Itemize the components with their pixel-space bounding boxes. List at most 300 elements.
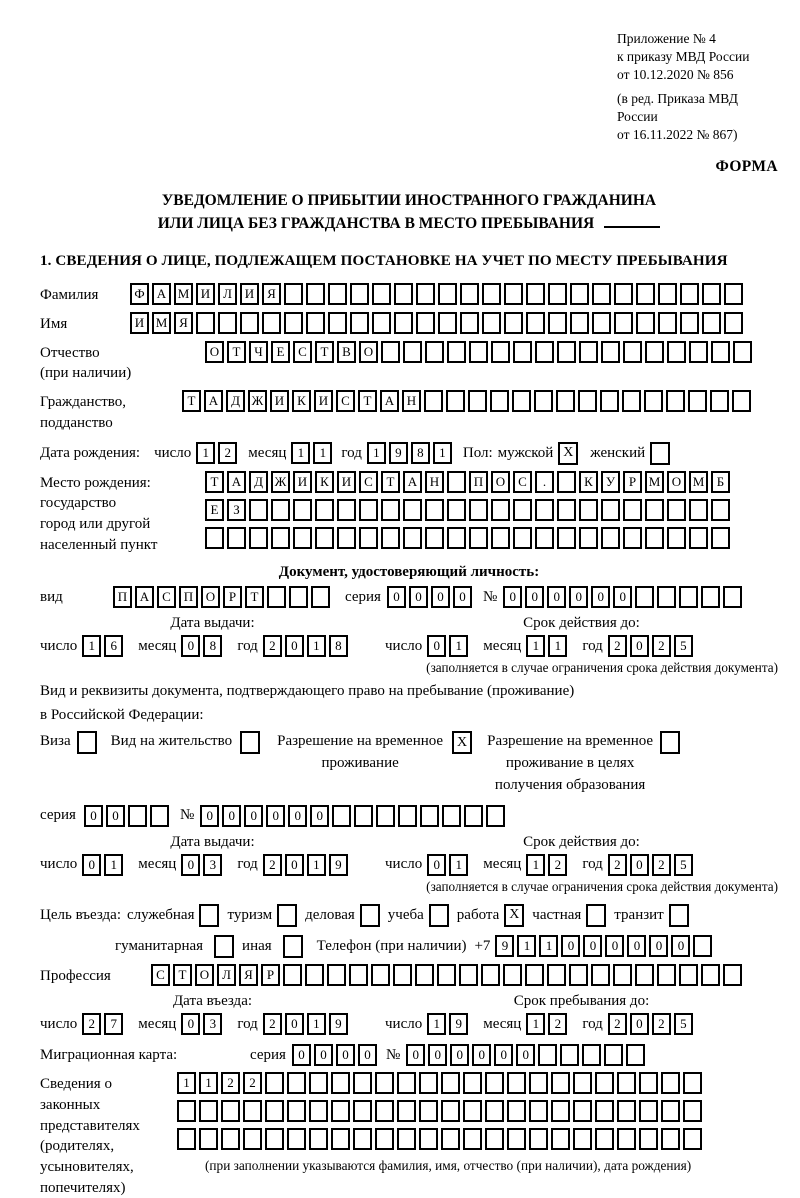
- surname-row: [40, 283, 778, 306]
- form-cell: [579, 527, 598, 549]
- form-cell: И: [130, 312, 149, 334]
- purpose-other-label: иная: [242, 937, 272, 954]
- residence-serial-row: [40, 805, 778, 827]
- form-cell: [372, 283, 391, 305]
- form-cell: О: [359, 341, 378, 363]
- form-cell: [529, 1072, 548, 1094]
- purpose-private-label: частная: [532, 906, 582, 923]
- purpose-study-checkbox: [429, 904, 449, 927]
- entry-purpose-row: [40, 904, 778, 927]
- form-cell: [469, 499, 488, 521]
- form-cell: [438, 283, 457, 305]
- form-cell: [265, 1128, 284, 1150]
- form-cell: [503, 964, 522, 986]
- form-cell: [243, 1128, 262, 1150]
- form-cell: [350, 312, 369, 334]
- blank-underline: [604, 215, 660, 228]
- doc-valid-header: Срок действия до:: [523, 615, 640, 632]
- form-cell: М: [645, 471, 664, 493]
- appendix-line: Приложение № 4: [617, 31, 716, 46]
- name-cells: [130, 312, 746, 334]
- form-cell: Р: [223, 586, 242, 608]
- form-cell: [376, 805, 395, 827]
- birth-date-label: Дата рождения:: [40, 444, 141, 461]
- form-cell: [639, 1072, 658, 1094]
- residence-permit-label: Вид на жительство: [110, 733, 233, 750]
- form-cell: 0: [649, 935, 668, 957]
- form-cell: [403, 499, 422, 521]
- form-cell: .: [535, 471, 554, 493]
- form-cell: 9: [329, 854, 348, 876]
- form-cell: 1: [449, 854, 468, 876]
- seria-word: серия: [40, 807, 76, 823]
- form-cell: 3: [203, 854, 222, 876]
- form-cell: 0: [244, 805, 263, 827]
- form-cell: [394, 312, 413, 334]
- form-cell: Р: [261, 964, 280, 986]
- form-cell: 0: [630, 635, 649, 657]
- form-cell: [491, 341, 510, 363]
- form-cell: 1: [449, 635, 468, 657]
- form-cell: [614, 283, 633, 305]
- form-cell: [486, 805, 505, 827]
- form-cell: [535, 499, 554, 521]
- birth-month-cells: [291, 442, 335, 464]
- form-cell: [284, 283, 303, 305]
- form-cell: [702, 283, 721, 305]
- form-cell: 8: [329, 635, 348, 657]
- form-cell: [354, 805, 373, 827]
- form-cell: 0: [494, 1044, 513, 1066]
- form-cell: 0: [453, 586, 472, 608]
- form-cell: 1: [177, 1072, 196, 1094]
- form-cell: 0: [503, 586, 522, 608]
- residence-valid-year: [608, 854, 696, 876]
- form-cell: С: [293, 341, 312, 363]
- form-cell: [485, 1072, 504, 1094]
- section1-heading: 1. СВЕДЕНИЯ О ЛИЦЕ, ПОДЛЕЖАЩЕМ ПОСТАНОВКЕ НА УЧЕТ ПО МЕСТУ ПРЕБЫВАНИЯ: [40, 253, 728, 270]
- entry-date-header: Дата въезда:: [172, 993, 253, 1010]
- form-cell: 0: [285, 1013, 304, 1035]
- form-cell: [688, 390, 707, 412]
- form-cell: [375, 1072, 394, 1094]
- form-cell: [464, 805, 483, 827]
- form-cell: [331, 1128, 350, 1150]
- form-cell: [265, 1072, 284, 1094]
- birth-place-line3: [205, 527, 733, 549]
- form-cell: 1: [367, 442, 386, 464]
- form-cell: [667, 527, 686, 549]
- form-cell: [645, 499, 664, 521]
- doc-valid-year: [608, 635, 696, 657]
- form-cell: [570, 283, 589, 305]
- form-cell: 0: [627, 935, 646, 957]
- representatives-line2: [177, 1100, 705, 1122]
- form-cell: [415, 964, 434, 986]
- seria-word: серия: [250, 1046, 286, 1063]
- form-cell: [331, 1100, 350, 1122]
- form-cell: [657, 586, 676, 608]
- form-cell: [592, 283, 611, 305]
- form-cell: [573, 1072, 592, 1094]
- purpose-work-label: работа: [456, 906, 500, 923]
- form-cell: [601, 341, 620, 363]
- form-cell: [617, 1100, 636, 1122]
- form-cell: [617, 1128, 636, 1150]
- form-cell: 0: [310, 805, 329, 827]
- form-cell: [442, 805, 461, 827]
- form-cell: [733, 341, 752, 363]
- sex-label: Пол:: [462, 444, 493, 461]
- form-cell: [491, 527, 510, 549]
- form-cell: 3: [203, 1013, 222, 1035]
- form-cell: [381, 341, 400, 363]
- form-cell: А: [135, 586, 154, 608]
- form-cell: 1: [539, 935, 558, 957]
- stay-until-header: Срок пребывания до:: [513, 993, 650, 1010]
- form-cell: А: [152, 283, 171, 305]
- form-cell: [702, 312, 721, 334]
- form-title: [40, 189, 778, 236]
- form-cell: [667, 341, 686, 363]
- sex-female-checkbox: [650, 442, 670, 465]
- residence-doc-line1: Вид и реквизиты документа, подтверждающего право на пребывание (проживание): [40, 683, 575, 700]
- form-cell: [240, 312, 259, 334]
- profession-row: [40, 964, 778, 987]
- form-cell: [309, 1100, 328, 1122]
- migration-number-cells: [406, 1044, 648, 1066]
- form-cell: Т: [173, 964, 192, 986]
- temp-residence-education-checkbox: [660, 731, 680, 754]
- form-cell: 1: [517, 935, 536, 957]
- form-cell: [441, 1100, 460, 1122]
- form-cell: [218, 312, 237, 334]
- representatives-line1: [177, 1072, 705, 1094]
- stay-until-date: число 1 9 месяц 1 2 год 2 0 2 5: [385, 1013, 778, 1035]
- form-cell: 2: [608, 635, 627, 657]
- form-cell: [689, 341, 708, 363]
- form-cell: И: [270, 390, 289, 412]
- form-cell: [371, 964, 390, 986]
- form-cell: [262, 312, 281, 334]
- form-cell: [283, 964, 302, 986]
- form-cell: 0: [181, 1013, 200, 1035]
- form-cell: Т: [245, 586, 264, 608]
- purpose-work-checkbox: X: [504, 904, 524, 927]
- form-cell: 2: [263, 854, 282, 876]
- citizenship-label: Гражданство, подданство: [40, 394, 127, 431]
- form-cell: К: [292, 390, 311, 412]
- form-cell: 8: [203, 635, 222, 657]
- form-cell: [680, 312, 699, 334]
- form-cell: [711, 341, 730, 363]
- purpose-official-checkbox: [199, 904, 219, 927]
- form-cell: [683, 1072, 702, 1094]
- form-cell: [623, 499, 642, 521]
- form-cell: [513, 527, 532, 549]
- form-cell: [309, 1072, 328, 1094]
- doc-validity-note: (заполняется в случае ограничения срока действия документа): [426, 660, 778, 676]
- form-cell: [293, 499, 312, 521]
- entry-purpose-row2: [40, 935, 778, 958]
- sex-male-label: мужской: [497, 444, 554, 461]
- form-cell: [485, 1100, 504, 1122]
- identity-document-row: [40, 586, 778, 608]
- form-cell: [199, 1100, 218, 1122]
- form-cell: [551, 1072, 570, 1094]
- residence-valid-header: Срок действия до:: [523, 833, 640, 850]
- form-cell: [372, 312, 391, 334]
- sex-female-label: женский: [590, 444, 646, 461]
- form-cell: [482, 283, 501, 305]
- form-cell: [438, 312, 457, 334]
- form-cell: [679, 586, 698, 608]
- patronymic-row: [40, 341, 778, 384]
- form-cell: [397, 1100, 416, 1122]
- seria-word: серия: [345, 588, 381, 605]
- form-cell: [394, 283, 413, 305]
- residence-number-cells: [200, 805, 508, 827]
- citizenship-cells: [182, 390, 754, 412]
- form-cell: [578, 390, 597, 412]
- form-cell: [446, 390, 465, 412]
- sex-male-checkbox: X: [558, 442, 578, 465]
- form-cell: [710, 390, 729, 412]
- form-cell: [661, 1100, 680, 1122]
- patronymic-cells: [205, 341, 755, 363]
- form-cell: 0: [285, 635, 304, 657]
- entry-month: [181, 1013, 225, 1035]
- form-cell: 0: [181, 854, 200, 876]
- number-word: №: [385, 1046, 401, 1063]
- form-cell: [381, 499, 400, 521]
- form-cell: 0: [431, 586, 450, 608]
- phone-cells: [495, 935, 715, 957]
- residence-doc-line2: в Российской Федерации:: [40, 707, 204, 724]
- form-cell: [177, 1128, 196, 1150]
- form-cell: 9: [329, 1013, 348, 1035]
- form-cell: [328, 312, 347, 334]
- form-cell: [205, 527, 224, 549]
- birth-year-cells: [367, 442, 455, 464]
- form-cell: 0: [409, 586, 428, 608]
- doc-valid-day: [427, 635, 471, 657]
- form-cell: 1: [427, 1013, 446, 1035]
- form-cell: [327, 964, 346, 986]
- form-cell: [504, 283, 523, 305]
- form-cell: [644, 390, 663, 412]
- form-cell: М: [152, 312, 171, 334]
- identity-document-heading: Документ, удостоверяющий личность:: [278, 564, 540, 581]
- form-cell: [419, 1100, 438, 1122]
- form-cell: И: [196, 283, 215, 305]
- form-cell: [353, 1128, 372, 1150]
- form-cell: [579, 341, 598, 363]
- form-cell: [337, 527, 356, 549]
- form-cell: Я: [174, 312, 193, 334]
- form-cell: 2: [548, 1013, 567, 1035]
- appendix-reference: [617, 30, 778, 144]
- entry-day: [82, 1013, 126, 1035]
- form-cell: [512, 390, 531, 412]
- form-cell: [306, 312, 325, 334]
- citizenship-row: [40, 390, 778, 433]
- form-cell: Ж: [271, 471, 290, 493]
- form-cell: 0: [427, 854, 446, 876]
- form-cell: 5: [674, 1013, 693, 1035]
- form-cell: [679, 964, 698, 986]
- form-cell: И: [314, 390, 333, 412]
- form-cell: 0: [516, 1044, 535, 1066]
- form-cell: И: [240, 283, 259, 305]
- form-cell: 1: [82, 635, 101, 657]
- residence-valid-month: [526, 854, 570, 876]
- form-cell: [271, 527, 290, 549]
- form-cell: 0: [292, 1044, 311, 1066]
- form-cell: К: [579, 471, 598, 493]
- form-cell: 0: [630, 1013, 649, 1035]
- birth-day-cells: [196, 442, 240, 464]
- form-cell: [243, 1100, 262, 1122]
- residence-dates-block: [40, 834, 778, 876]
- form-cell: 1: [196, 442, 215, 464]
- form-cell: Т: [227, 341, 246, 363]
- form-cell: [403, 341, 422, 363]
- form-cell: [683, 1100, 702, 1122]
- form-cell: [595, 1072, 614, 1094]
- form-cell: [507, 1128, 526, 1150]
- form-cell: [570, 312, 589, 334]
- form-cell: [393, 964, 412, 986]
- year-word: год: [341, 444, 362, 461]
- visa-label: Виза: [40, 733, 71, 750]
- form-cell: [535, 341, 554, 363]
- form-cell: Н: [425, 471, 444, 493]
- purpose-official-label: служебная: [126, 906, 195, 923]
- form-cell: [221, 1128, 240, 1150]
- form-cell: [529, 1128, 548, 1150]
- form-cell: 0: [358, 1044, 377, 1066]
- form-cell: [551, 1128, 570, 1150]
- form-cell: Е: [271, 341, 290, 363]
- form-cell: [425, 527, 444, 549]
- form-cell: [639, 1128, 658, 1150]
- form-cell: [460, 312, 479, 334]
- day-word: число: [154, 444, 192, 461]
- doc-issue-year: [263, 635, 351, 657]
- form-cell: [375, 1128, 394, 1150]
- name-row: [40, 312, 778, 335]
- form-cell: [683, 1128, 702, 1150]
- form-cell: [711, 499, 730, 521]
- form-cell: 2: [608, 1013, 627, 1035]
- form-cell: 5: [674, 635, 693, 657]
- form-cell: [309, 1128, 328, 1150]
- form-cell: [573, 1128, 592, 1150]
- form-cell: 5: [674, 854, 693, 876]
- form-cell: [526, 283, 545, 305]
- birth-place-row: [40, 471, 778, 556]
- phone-label: Телефон (при наличии): [316, 937, 467, 954]
- form-cell: [381, 527, 400, 549]
- form-cell: [666, 390, 685, 412]
- purpose-tourism-label: туризм: [227, 906, 273, 923]
- form-cell: 1: [104, 854, 123, 876]
- form-cell: [287, 1100, 306, 1122]
- purpose-humanitarian-label: гуманитарная: [115, 937, 204, 954]
- form-cell: [315, 527, 334, 549]
- form-cell: О: [195, 964, 214, 986]
- form-cell: [701, 964, 720, 986]
- profession-cells: [151, 964, 745, 986]
- amendment-line: (в ред. Приказа МВД России: [617, 91, 738, 125]
- form-cell: 0: [613, 586, 632, 608]
- form-cell: [645, 527, 664, 549]
- form-cell: 0: [428, 1044, 447, 1066]
- form-cell: [469, 341, 488, 363]
- form-cell: [604, 1044, 623, 1066]
- form-cell: [601, 499, 620, 521]
- birth-date-row: [40, 442, 778, 465]
- form-cell: [287, 1128, 306, 1150]
- form-cell: [249, 527, 268, 549]
- month-word: месяц: [248, 444, 287, 461]
- form-cell: 0: [525, 586, 544, 608]
- form-cell: 2: [243, 1072, 262, 1094]
- form-cell: [661, 1072, 680, 1094]
- form-cell: [732, 390, 751, 412]
- doc-issue-date: число 1 6 месяц 0 8 год 2 0 1 8: [40, 635, 385, 657]
- visa-checkbox: [77, 731, 97, 754]
- form-cell: 0: [222, 805, 241, 827]
- form-cell: А: [403, 471, 422, 493]
- form-cell: И: [337, 471, 356, 493]
- doc-kind-cells: [113, 586, 333, 608]
- form-cell: 0: [266, 805, 285, 827]
- migration-seria-cells: [292, 1044, 380, 1066]
- purpose-transit-checkbox: [669, 904, 689, 927]
- form-cell: У: [601, 471, 620, 493]
- form-cell: 0: [591, 586, 610, 608]
- purpose-transit-label: транзит: [614, 906, 664, 923]
- form-cell: [459, 964, 478, 986]
- form-cell: 1: [307, 635, 326, 657]
- form-cell: [623, 341, 642, 363]
- form-cell: [306, 283, 325, 305]
- form-cell: 1: [313, 442, 332, 464]
- purpose-business-label: деловая: [305, 906, 355, 923]
- form-cell: С: [157, 586, 176, 608]
- form-cell: 0: [427, 635, 446, 657]
- form-cell: [249, 499, 268, 521]
- form-cell: 0: [285, 854, 304, 876]
- form-cell: [460, 283, 479, 305]
- form-cell: 7: [104, 1013, 123, 1035]
- form-cell: [359, 499, 378, 521]
- form-cell: П: [113, 586, 132, 608]
- form-cell: [177, 1100, 196, 1122]
- form-cell: 0: [288, 805, 307, 827]
- form-cell: 1: [526, 635, 545, 657]
- form-cell: [724, 312, 743, 334]
- form-cell: [626, 1044, 645, 1066]
- form-cell: 0: [84, 805, 103, 827]
- form-cell: [150, 805, 169, 827]
- form-cell: [267, 586, 286, 608]
- form-cell: [658, 312, 677, 334]
- form-cell: [548, 312, 567, 334]
- form-cell: [534, 390, 553, 412]
